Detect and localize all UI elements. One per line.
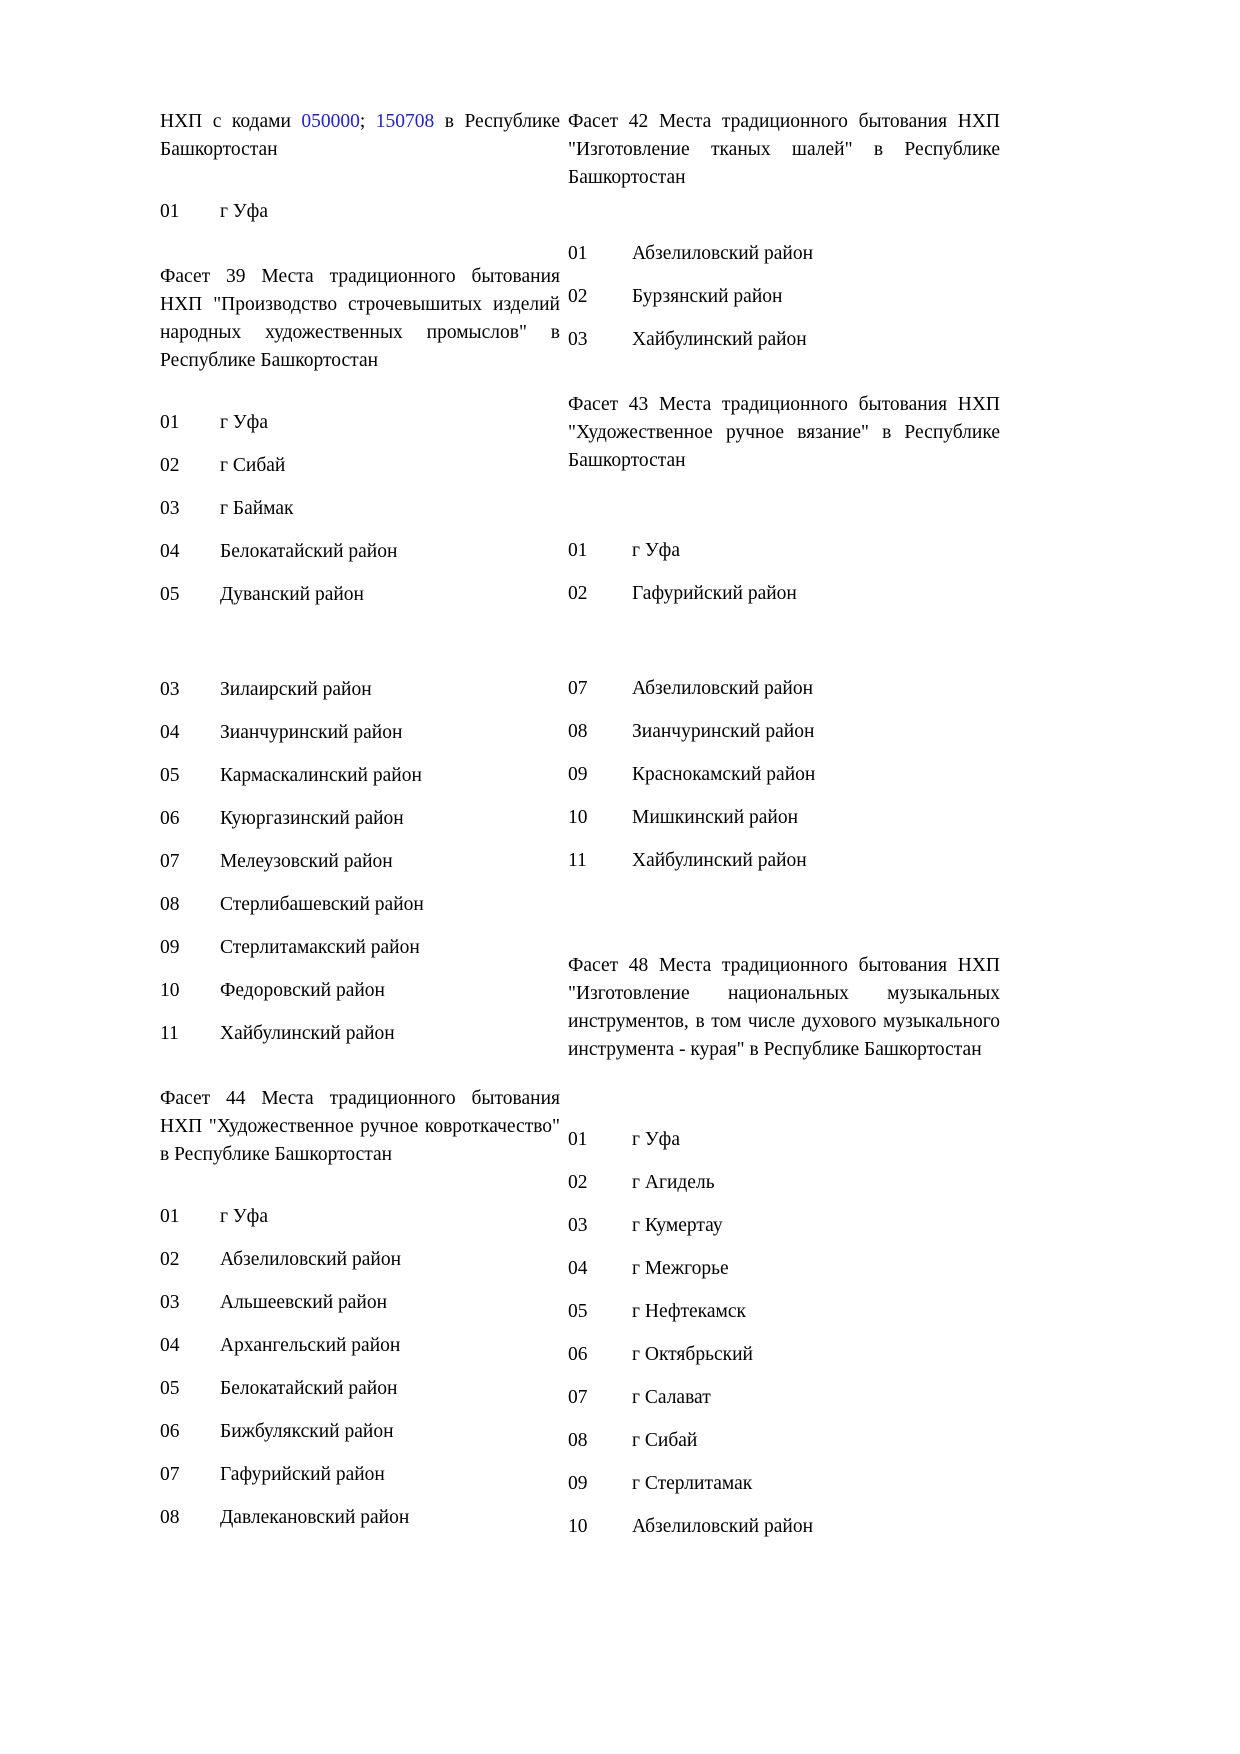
item-label: г Уфа xyxy=(632,540,680,561)
item-code: 04 xyxy=(160,541,180,562)
item-label: Зилаирский район xyxy=(220,679,372,700)
list-item xyxy=(568,326,1000,369)
list-item xyxy=(160,719,560,762)
left-column xyxy=(160,108,560,1547)
item-code: 05 xyxy=(160,1378,180,1399)
list-item xyxy=(568,847,1000,890)
item-code: 08 xyxy=(568,1430,588,1451)
list-item xyxy=(160,762,560,805)
item-label: Бижбулякский район xyxy=(220,1421,394,1442)
item-code: 04 xyxy=(160,1335,180,1356)
list-item xyxy=(568,761,1000,804)
list-item xyxy=(568,1427,1000,1470)
item-label: Хайбулинский район xyxy=(632,329,807,350)
two-column-layout xyxy=(160,108,1080,1668)
page-break-gap xyxy=(160,624,560,676)
item-code: 01 xyxy=(160,201,180,222)
list-item xyxy=(568,1384,1000,1427)
item-label: г Нефтекамск xyxy=(632,1301,746,1322)
item-label: Белокатайский район xyxy=(220,541,398,562)
list-item xyxy=(160,1504,560,1547)
right-column xyxy=(568,108,1000,1556)
list-item xyxy=(568,283,1000,326)
facet-44-heading: Фасет 44 Места традиционного бытования НХП "Художественное ручное ковроткачество" в Республике Башкортостан xyxy=(160,1088,560,1165)
item-label: Абзелиловский район xyxy=(632,243,814,264)
item-code: 08 xyxy=(568,721,588,742)
item-label: Гафурийский район xyxy=(632,583,797,604)
list-item xyxy=(568,240,1000,283)
list-item xyxy=(568,1298,1000,1341)
spacer xyxy=(160,241,560,263)
item-code: 01 xyxy=(160,1206,180,1227)
intro-prefix: НХП с кодами xyxy=(160,111,302,132)
list-item xyxy=(160,977,560,1020)
item-code: 03 xyxy=(568,329,588,350)
item-label: Гафурийский район xyxy=(220,1464,385,1485)
spacer xyxy=(568,475,1000,537)
item-label: Федоровский район xyxy=(220,980,385,1001)
list-item xyxy=(160,1246,560,1289)
item-code: 09 xyxy=(568,764,588,785)
item-code: 11 xyxy=(160,1023,179,1044)
item-label: Краснокамский район xyxy=(632,764,816,785)
item-code: 02 xyxy=(160,455,180,476)
list-item xyxy=(160,452,560,495)
list-item xyxy=(160,581,560,624)
item-code: 07 xyxy=(568,678,588,699)
item-code: 06 xyxy=(568,1344,588,1365)
item-code: 06 xyxy=(160,1421,180,1442)
list-item xyxy=(160,1332,560,1375)
item-label: г Уфа xyxy=(220,201,268,222)
item-code: 03 xyxy=(160,1292,180,1313)
list-item xyxy=(160,1203,560,1246)
facet-43-heading: Фасет 43 Места традиционного бытования НХП "Художественное ручное вязание" в Республике Башкортостан xyxy=(568,394,1000,471)
item-label: Белокатайский район xyxy=(220,1378,398,1399)
item-label: г Сибай xyxy=(220,455,286,476)
facet-42-heading: Фасет 42 Места традиционного бытования НХП "Изготовление тканых шалей" в Республике Башкортостан xyxy=(568,111,1000,188)
spacer xyxy=(160,1063,560,1085)
item-code: 10 xyxy=(568,1516,588,1537)
item-label: Альшеевский район xyxy=(220,1292,388,1313)
list-item xyxy=(160,848,560,891)
item-label: Куюргазинский район xyxy=(220,808,404,829)
list-item xyxy=(160,1461,560,1504)
item-label: Мишкинский район xyxy=(632,807,799,828)
item-label: г Салават xyxy=(632,1387,711,1408)
list-item xyxy=(568,1212,1000,1255)
item-label: Архангельский район xyxy=(220,1335,401,1356)
list-item xyxy=(568,675,1000,718)
item-code: 03 xyxy=(160,498,180,519)
item-code: 08 xyxy=(160,894,180,915)
item-code: 03 xyxy=(160,679,180,700)
item-code: 06 xyxy=(160,808,180,829)
list-item xyxy=(160,1418,560,1461)
item-label: г Межгорье xyxy=(632,1258,729,1279)
item-label: Зианчуринский район xyxy=(632,721,815,742)
item-label: Абзелиловский район xyxy=(632,1516,814,1537)
spacer xyxy=(160,1169,560,1203)
item-code: 02 xyxy=(568,286,588,307)
item-label: Кармаскалинский район xyxy=(220,765,422,786)
intro-separator: ; xyxy=(359,111,376,132)
item-label: г Уфа xyxy=(632,1129,680,1150)
list-item xyxy=(568,718,1000,761)
item-label: Хайбулинский район xyxy=(632,850,807,871)
item-code: 02 xyxy=(568,583,588,604)
item-label: Давлекановский район xyxy=(220,1507,410,1528)
spacer xyxy=(568,192,1000,240)
item-code: 01 xyxy=(160,412,180,433)
item-code: 04 xyxy=(568,1258,588,1279)
list-item xyxy=(568,1341,1000,1384)
item-label: Стерлибашевский район xyxy=(220,894,424,915)
list-item xyxy=(160,676,560,719)
item-code: 09 xyxy=(160,937,180,958)
list-item xyxy=(160,538,560,581)
item-code: 01 xyxy=(568,1129,588,1150)
facet-39-heading: Фасет 39 Места традиционного бытования НХП "Производство строчевышитых изделий народных художественных промыслов" в Республике Башкортостан xyxy=(160,266,560,371)
list-item xyxy=(160,1375,560,1418)
spacer xyxy=(568,369,1000,391)
item-label: Дуванский район xyxy=(220,584,364,605)
item-label: Стерлитамакский район xyxy=(220,937,420,958)
list-item xyxy=(160,409,560,452)
list-item xyxy=(160,891,560,934)
item-label: Хайбулинский район xyxy=(220,1023,395,1044)
item-label: г Уфа xyxy=(220,412,268,433)
list-item xyxy=(160,198,560,241)
item-label: Мелеузовский район xyxy=(220,851,393,872)
list-item xyxy=(568,1513,1000,1556)
list-item xyxy=(160,495,560,538)
item-label: Зианчуринский район xyxy=(220,722,403,743)
list-item xyxy=(160,934,560,977)
facet-48-heading: Фасет 48 Места традиционного бытования НХП "Изготовление национальных музыкальных инструментов, в том числе духового музыкального инструмента - курая" в Республике Башкортостан xyxy=(568,955,1000,1060)
list-item xyxy=(568,580,1000,623)
list-item xyxy=(568,1169,1000,1212)
item-label: г Октябрьский xyxy=(632,1344,753,1365)
spacer xyxy=(568,1064,1000,1126)
item-code: 07 xyxy=(568,1387,588,1408)
list-item xyxy=(160,805,560,848)
item-label: г Агидель xyxy=(632,1172,715,1193)
item-code: 03 xyxy=(568,1215,588,1236)
item-code: 02 xyxy=(568,1172,588,1193)
item-label: г Стерлитамак xyxy=(632,1473,753,1494)
spacer xyxy=(160,375,560,409)
item-code: 11 xyxy=(568,850,587,871)
item-code: 04 xyxy=(160,722,180,743)
list-item xyxy=(160,1020,560,1063)
code-link-050000[interactable]: 050000 xyxy=(301,111,360,132)
item-label: г Уфа xyxy=(220,1206,268,1227)
list-item xyxy=(568,804,1000,847)
item-code: 05 xyxy=(160,584,180,605)
intro-paragraph xyxy=(160,108,560,164)
list-item xyxy=(160,1289,560,1332)
item-label: г Кумертау xyxy=(632,1215,723,1236)
spacer xyxy=(160,164,560,198)
code-link-150708[interactable]: 150708 xyxy=(375,111,435,132)
page-break-gap xyxy=(568,623,1000,675)
list-item xyxy=(568,1126,1000,1169)
item-code: 01 xyxy=(568,243,588,264)
list-item xyxy=(568,537,1000,580)
item-code: 07 xyxy=(160,851,180,872)
intro-suffix: в Республике Башкортостан xyxy=(160,111,561,160)
item-code: 02 xyxy=(160,1249,180,1270)
item-code: 10 xyxy=(568,807,588,828)
item-label: Абзелиловский район xyxy=(632,678,814,699)
item-code: 07 xyxy=(160,1464,180,1485)
item-code: 10 xyxy=(160,980,180,1001)
item-code: 08 xyxy=(160,1507,180,1528)
item-label: Абзелиловский район xyxy=(220,1249,402,1270)
item-code: 05 xyxy=(160,765,180,786)
item-label: г Баймак xyxy=(220,498,294,519)
item-code: 01 xyxy=(568,540,588,561)
item-label: г Сибай xyxy=(632,1430,698,1451)
list-item xyxy=(568,1470,1000,1513)
item-code: 05 xyxy=(568,1301,588,1322)
item-label: Бурзянский район xyxy=(632,286,783,307)
spacer xyxy=(568,890,1000,952)
item-code: 09 xyxy=(568,1473,588,1494)
list-item xyxy=(568,1255,1000,1298)
